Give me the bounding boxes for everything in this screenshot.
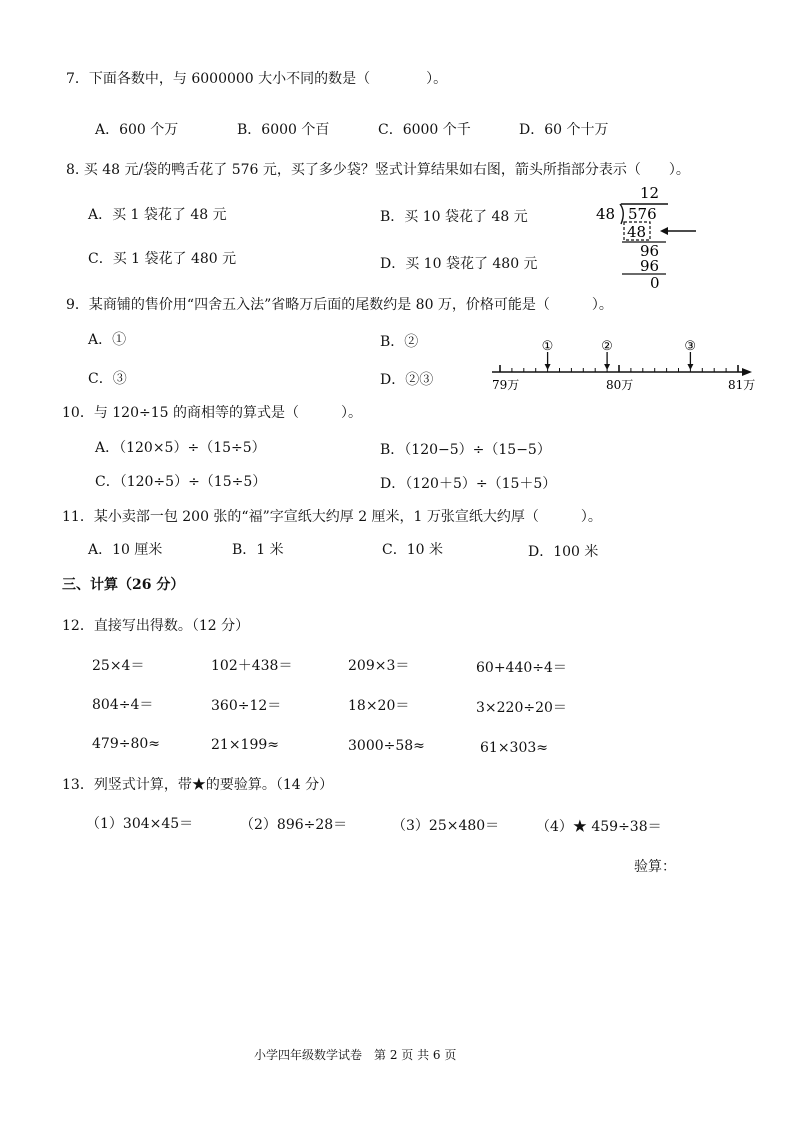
q13-item-2: （2）896÷28＝: [240, 817, 348, 833]
number-line-label-81: 81万: [728, 378, 756, 392]
q7-option-d: D．60 个十万: [519, 122, 609, 138]
number-line-marker-3: ③: [684, 339, 697, 354]
page-footer: 小学四年级数学试卷 第 2 页 共 6 页: [254, 1048, 457, 1062]
q9-option-c: C．③: [88, 371, 127, 387]
arrow-down-icon: [604, 364, 610, 370]
arrow-down-icon: [687, 364, 693, 370]
q10-option-c: C．（120÷5）÷（15÷5）: [95, 474, 267, 490]
division-step1: 48: [627, 223, 647, 241]
q8-option-b: B．买 10 袋花了 48 元: [380, 209, 528, 225]
q12-item-r1c2: 102＋438＝: [211, 658, 293, 674]
q8-stem: 8. 买 48 元/袋的鸭舌花了 576 元，买了多少袋？竖式计算结果如右图，箭头所指部分表示（ ）。: [66, 162, 690, 178]
number-line-label-79: 79万: [492, 378, 520, 392]
q13-item-1: （1）304×45＝: [86, 816, 194, 832]
q12-item-r1c1: 25×4＝: [92, 658, 145, 674]
q11-option-a: A．10 厘米: [88, 542, 163, 558]
division-dividend: 576: [628, 205, 657, 223]
section-3-title: 三、计算（26 分）: [62, 577, 185, 593]
arrow-left-icon: [660, 227, 668, 235]
number-line-arrow-icon: [742, 368, 752, 376]
q9-option-a: A．①: [88, 332, 127, 348]
q12-item-r3c4: 61×303≈: [480, 740, 548, 756]
q11-option-c: C．10 米: [382, 542, 443, 558]
q10-option-a: A．（120×5）÷（15÷5）: [95, 440, 266, 456]
q12-item-r2c2: 360÷12＝: [211, 698, 282, 714]
q13-item-3: （3）25×480＝: [392, 818, 500, 834]
q13-item-4: （4）★ 459÷38＝: [536, 819, 662, 835]
division-quotient: 12: [640, 184, 660, 202]
q10-option-b: B．（120−5）÷（15−5）: [380, 442, 551, 458]
number-line-figure: [480, 336, 760, 396]
long-division-figure: [590, 182, 705, 292]
q11-option-d: D．100 米: [528, 544, 599, 560]
q10-option-d: D．（120＋5）÷（15＋5）: [380, 476, 557, 492]
q9-stem: 9．某商铺的售价用“四舍五入法”省略万后面的尾数约是 80 万，价格可能是（ ）。: [66, 297, 613, 313]
division-bracket: [620, 204, 623, 224]
division-step3: 96: [640, 257, 660, 275]
division-remainder: 0: [650, 274, 660, 292]
q9-option-d: D．②③: [380, 372, 434, 388]
q8-option-c: C．买 1 袋花了 480 元: [88, 251, 237, 267]
q13-stem: 13．列竖式计算，带★的要验算。（14 分）: [62, 777, 334, 793]
number-line-marker-1: ①: [541, 339, 554, 354]
q12-item-r3c2: 21×199≈: [211, 737, 279, 753]
number-line-label-80: 80万: [606, 378, 634, 392]
arrow-down-icon: [545, 364, 551, 370]
q12-item-r1c3: 209×3＝: [348, 658, 410, 674]
q8-option-a: A．买 1 袋花了 48 元: [88, 207, 227, 223]
q7-option-c: C．6000 个千: [378, 122, 471, 138]
q11-option-b: B．1 米: [232, 542, 284, 558]
check-label: 验算：: [634, 859, 676, 875]
q12-item-r3c3: 3000÷58≈: [348, 738, 425, 754]
division-step2: 96: [640, 242, 660, 260]
q9-option-b: B．②: [380, 334, 419, 350]
q12-item-r2c4: 3×220÷20＝: [476, 700, 567, 716]
q12-item-r3c1: 479÷80≈: [92, 736, 160, 752]
q12-item-r2c1: 804÷4＝: [92, 697, 154, 713]
q10-stem: 10．与 120÷15 的商相等的算式是（ ）。: [62, 405, 362, 421]
q12-stem: 12．直接写出得数。（12 分）: [62, 618, 250, 634]
q12-item-r1c4: 60+440÷4＝: [476, 660, 567, 676]
q12-item-r2c3: 18×20＝: [348, 698, 410, 714]
number-line-marker-2: ②: [601, 339, 613, 354]
q8-option-d: D．买 10 袋花了 480 元: [380, 256, 538, 272]
division-divisor: 48: [596, 205, 616, 223]
q7-option-b: B．6000 个百: [237, 122, 330, 138]
q11-stem: 11．某小卖部一包 200 张的“福”字宣纸大约厚 2 厘米，1 万张宣纸大约厚（ ）。: [62, 509, 602, 525]
q7-stem: 7．下面各数中，与 6000000 大小不同的数是（ ）。: [66, 71, 448, 87]
q7-option-a: A．600 个万: [95, 122, 179, 138]
